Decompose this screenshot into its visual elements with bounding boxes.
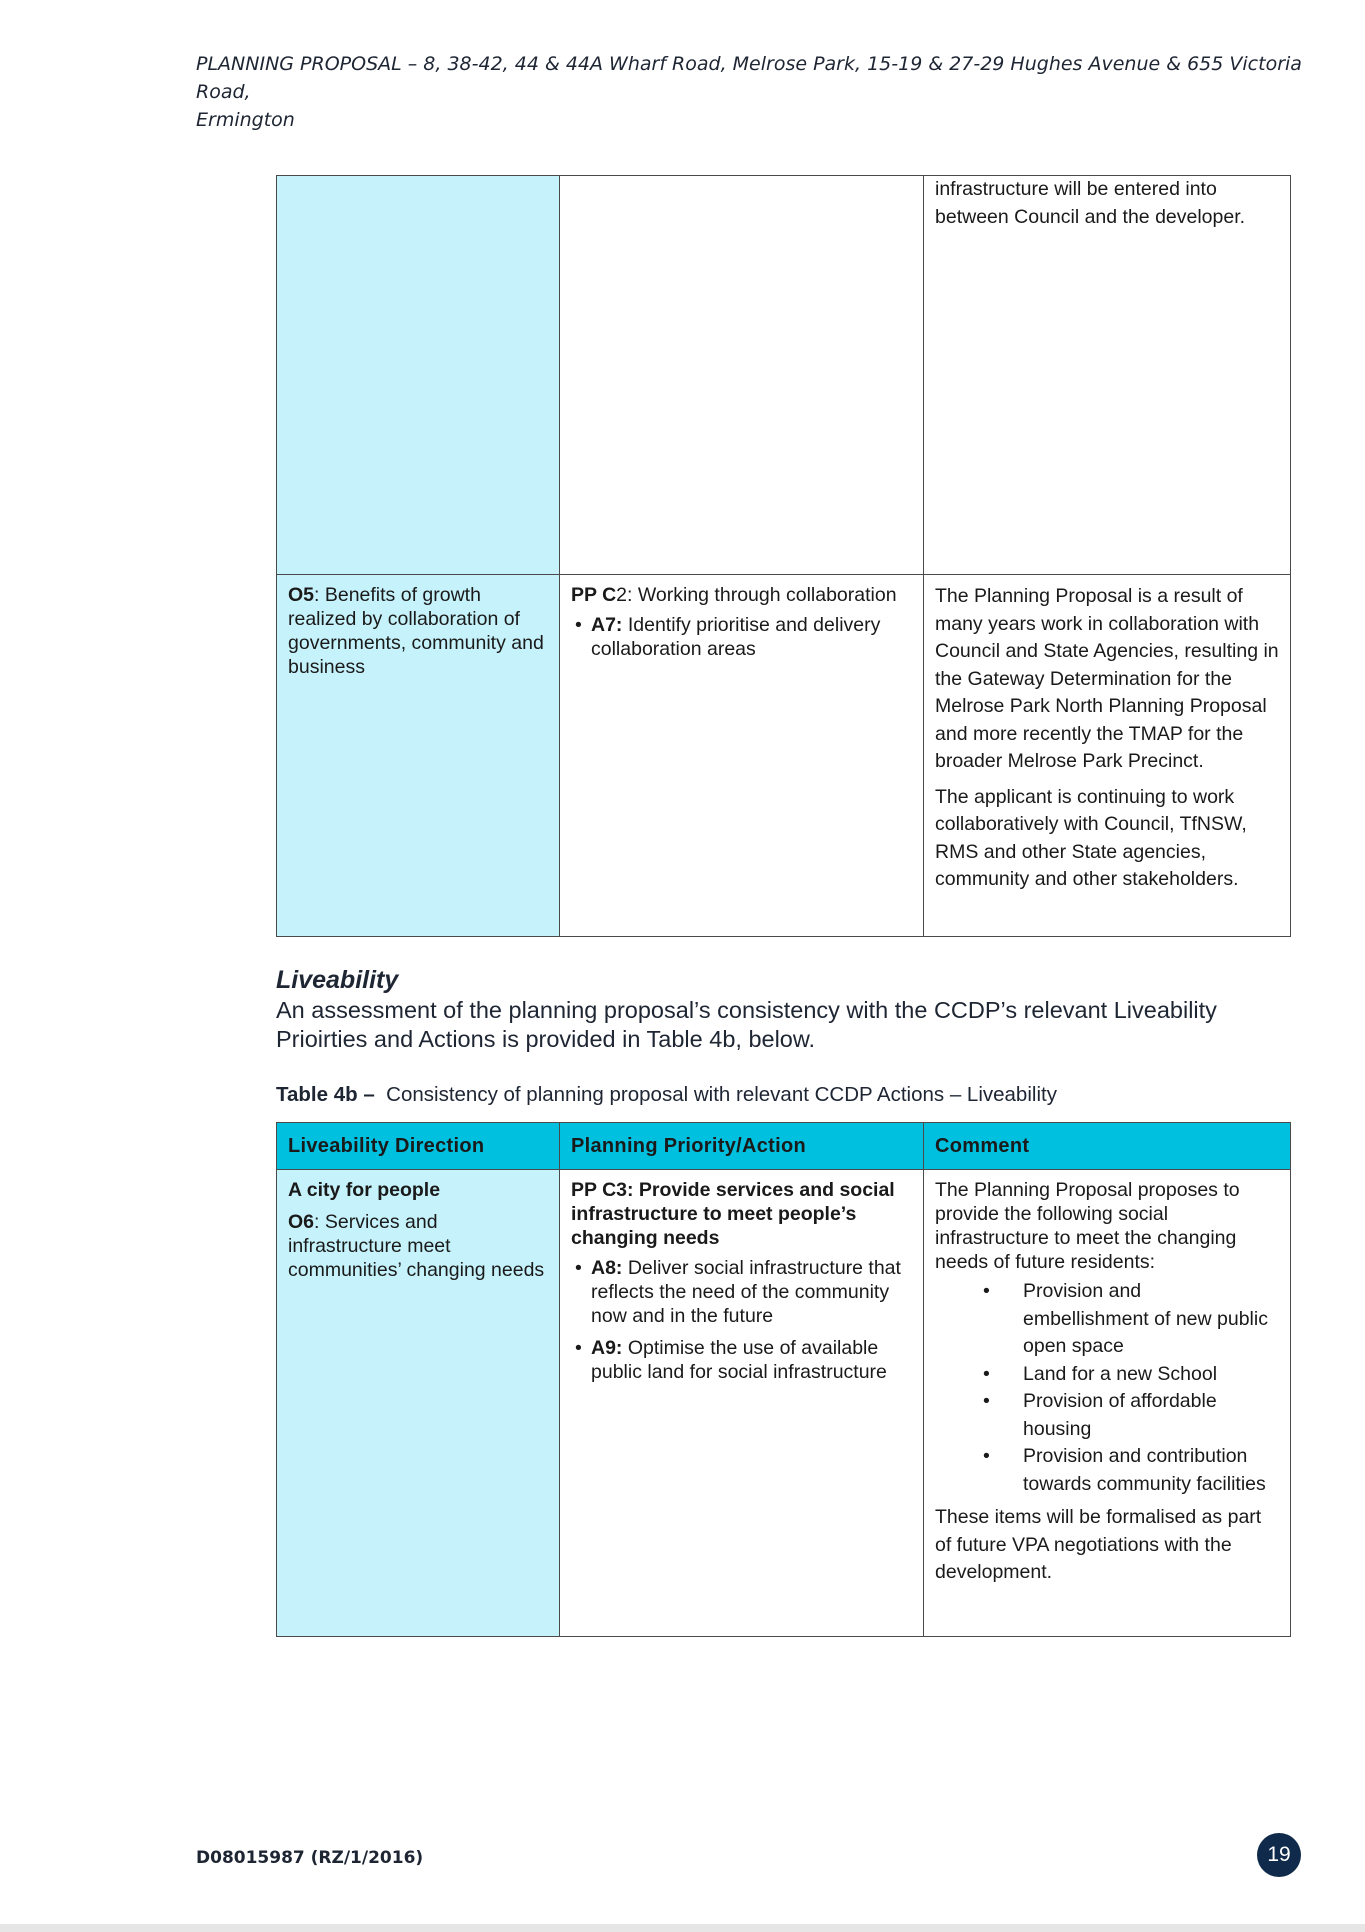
direction-text	[288, 1210, 548, 1282]
direction-code: O5	[288, 584, 315, 606]
priority-code: PP C	[571, 584, 617, 606]
table-caption	[276, 1083, 1057, 1107]
column-header: Comment	[924, 1123, 1291, 1170]
table-4a-continued	[276, 175, 1291, 937]
action-list	[571, 613, 912, 661]
priority-text	[571, 583, 912, 607]
table-row	[277, 176, 1291, 575]
section-body: An assessment of the planning proposal’s consistency with the CCDP’s relevant Liveability Prioirties and Actions is provided in Table 4b, below.	[276, 997, 1217, 1052]
direction-cell	[277, 1170, 560, 1637]
table-4b	[276, 1122, 1291, 1637]
direction-heading: A city for people	[288, 1179, 441, 1201]
caption-label: Table 4b –	[276, 1083, 375, 1106]
priority-description: 2: Working through collaboration	[616, 584, 897, 606]
action-text: Identify prioritise and delivery collaboration areas	[591, 614, 881, 660]
comment-cell	[924, 176, 1291, 575]
table-row	[277, 575, 1291, 937]
table-row	[277, 1170, 1291, 1637]
list-item: • Provision and contribution towards community facilities	[935, 1443, 1279, 1498]
document-code: D08015987 (RZ/1/2016)	[196, 1848, 424, 1868]
header-title-line-2: Ermington	[196, 109, 295, 131]
list-item: • Land for a new School	[935, 1361, 1279, 1389]
direction-description: : Benefits of growth realized by collaboration of governments, community and business	[288, 584, 544, 678]
list-item	[571, 1256, 912, 1328]
list-item	[571, 1336, 912, 1384]
priority-cell	[560, 1170, 924, 1637]
comment-cell	[924, 1170, 1291, 1637]
list-item	[571, 613, 912, 661]
action-code: A9:	[591, 1337, 623, 1359]
section-title: Liveability	[276, 966, 399, 994]
action-list	[571, 1256, 912, 1384]
list-item: • Provision and embellishment of new public open space	[935, 1278, 1279, 1361]
caption-text: Consistency of planning proposal with relevant CCDP Actions – Liveability	[386, 1083, 1057, 1106]
direction-description: : Services and infrastructure meet communities’ changing needs	[288, 1211, 545, 1281]
priority-heading: PP C3: Provide services and social infrastructure to meet people’s changing needs	[571, 1179, 895, 1249]
table-header-row	[277, 1123, 1291, 1170]
page-header	[196, 50, 1306, 134]
page-bottom-edge	[0, 1924, 1365, 1932]
comment-paragraph: The Planning Proposal is a result of many years work in collaboration with Council and State Agencies, resulting in the Gateway Determination for the Melrose Park North Planning Proposal and more recently the TMAP for the broader Melrose Park Precinct.	[935, 585, 1279, 772]
direction-cell	[277, 176, 560, 575]
priority-cell	[560, 575, 924, 937]
column-header: Planning Priority/Action	[560, 1123, 924, 1170]
column-header: Liveability Direction	[277, 1123, 560, 1170]
action-text: Deliver social infrastructure that reflects the need of the community now and in the future	[591, 1257, 901, 1327]
header-title-line-1: PLANNING PROPOSAL – 8, 38-42, 44 & 44A Wharf Road, Melrose Park, 15-19 & 27-29 Hughes Avenue & 655 Victoria Road,	[196, 53, 1302, 103]
direction-text	[288, 583, 548, 679]
page-number: 19	[1257, 1833, 1301, 1877]
comment-outro: These items will be formalised as part of future VPA negotiations with the development.	[935, 1506, 1262, 1583]
priority-cell	[560, 176, 924, 575]
comment-text: infrastructure will be entered into between Council and the developer.	[935, 178, 1246, 228]
action-code: A7:	[591, 614, 623, 636]
direction-cell	[277, 575, 560, 937]
comment-paragraph: The applicant is continuing to work collaboratively with Council, TfNSW, RMS and other State agencies, community and other stakeholders.	[935, 785, 1247, 890]
action-code: A8:	[591, 1257, 623, 1279]
comment-cell	[924, 575, 1291, 937]
comment-intro: The Planning Proposal proposes to provide the following social infrastructure to meet the changing needs of future residents:	[935, 1179, 1240, 1273]
list-item: • Provision of affordable housing	[935, 1388, 1279, 1443]
direction-code: O6	[288, 1211, 315, 1233]
action-text: Optimise the use of available public land for social infrastructure	[591, 1337, 887, 1383]
comment-list	[935, 1278, 1279, 1498]
